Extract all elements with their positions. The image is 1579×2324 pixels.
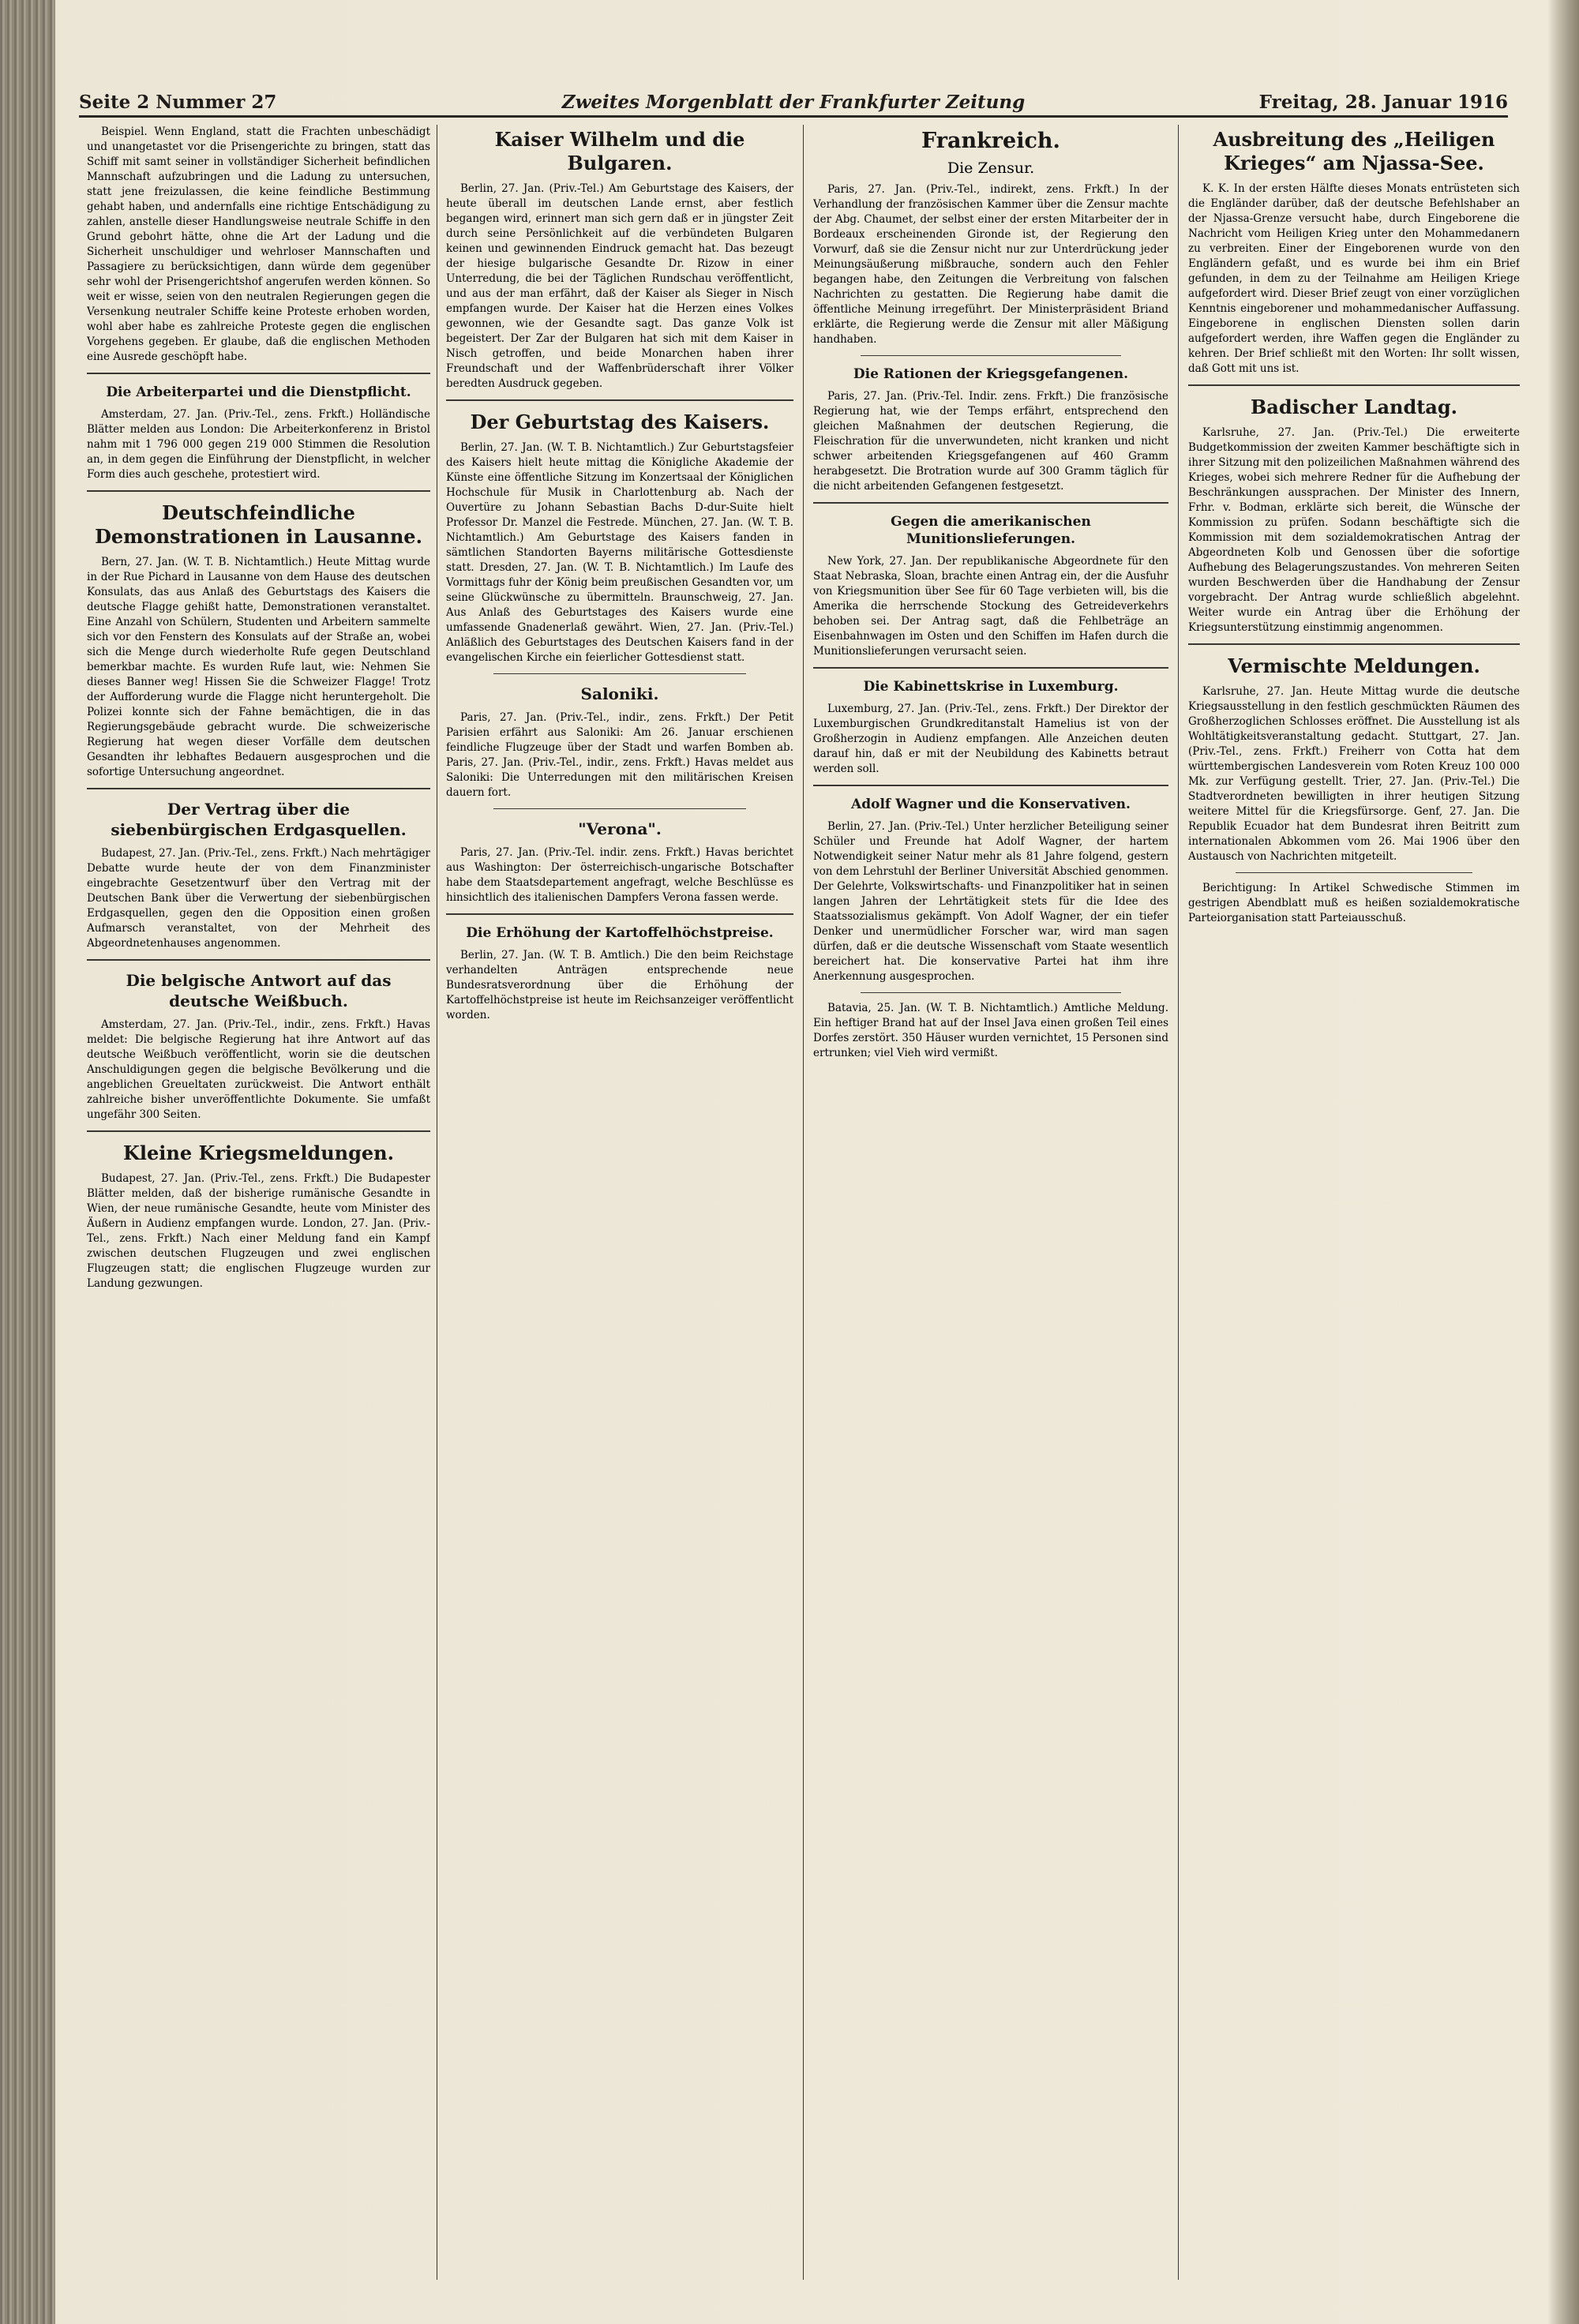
article-text: Budapest, 27. Jan. (Priv.-Tel., zens. Frkft.) Nach mehrtägiger Debatte wurde heute der von dem Finanzminister eingebrachte Gesetzentwurf über den Vertrag mit der Deutschen Bank über die Verwertung der siebenbürgischen Erdgasquellen, gegen den die Opposition einen großen Aufmarsch veranstaltet, von der Mehrheit des Abgeordnetenhauses angenommen. <box>87 847 430 950</box>
headline: Badischer Landtag. <box>1250 395 1457 418</box>
correction-note: Berichtigung: In Artikel Schwedische Stimmen im gestrigen Abendblatt muß es heißen sozialdemokratische Parteiorganisation statt Parteiausschuß. <box>1188 882 1520 924</box>
article-text: Paris, 27. Jan. (Priv.-Tel. Indir. zens. Frkft.) Die französische Regierung hat, wie der Temps erfährt, entsprechend den gleichen Maßnahmen der deutschen Regierung, die Fleischration für die unverwundeten, nicht kranken und nicht schwer arbeitenden Kriegsgefangenen auf 460 Gramm herabgesetzt. Die Brotration wurde auf 300 Gramm täglich für die nicht arbeitenden Gefangenen festgesetzt. <box>813 390 1168 493</box>
headline: Adolf Wagner und die Konservativen. <box>851 797 1131 812</box>
section-rule <box>87 373 430 374</box>
headline: Der Vertrag über die siebenbürgischen Erdgasquellen. <box>111 800 407 839</box>
article-text: Amsterdam, 27. Jan. (Priv.-Tel., zens. Frkft.) Holländische Blätter melden aus London: Die Arbeiterkonferenz in Bristol nahm mit 1 796 000 gegen 219 000 Stimmen die Resolution an, in dem gegen die Einführung der Dienstpflicht, in welcher Form dies auch geschehe, protestiert wird. <box>87 408 430 481</box>
headline: Die Arbeiterpartei und die Dienstpflicht. <box>106 384 411 400</box>
article-text: Berlin, 27. Jan. (W. T. B. Amtlich.) Die den beim Reichstage verhandelten Anträgen entsprechende neue Bundesratsverordnung über die Erhöhung der Kartoffelhöchstpreise ist heute im Reichsanzeiger veröffentlicht worden. <box>446 949 793 1021</box>
article-text: Batavia, 25. Jan. (W. T. B. Nichtamtlich.) Amtliche Meldung. Ein heftiger Brand hat auf der Insel Java einen großen Teil eines Dorfes zerstört. 350 Häuser wurden vernichtet, 15 Personen sind ertrunken; viel Vieh wird vermißt. <box>813 1002 1168 1059</box>
section-rule <box>446 399 793 401</box>
section-rule <box>87 788 430 789</box>
headline: Kaiser Wilhelm und die Bulgaren. <box>494 128 745 174</box>
section-rule <box>87 1130 430 1132</box>
headline: Die Erhöhung der Kartoffelhöchstpreise. <box>466 925 774 941</box>
headline: Gegen die amerikanischen Munitionslieferungen. <box>891 514 1091 547</box>
article-text: Karlsruhe, 27. Jan. (Priv.-Tel.) Die erweiterte Budgetkommission der zweiten Kammer beschäftigte sich in ihrer Sitzung mit den polizeilichen Maßnahmen während des Krieges, wobei sich mehrere Redner für die Aufhebung der Beschränkungen aussprachen. Der Minister des Innern, Frhr. v. Bodman, erklärte sich bereit, die Wünsche der Kommission zu prüfen. Sodann beschäftigte sich die Kommission mit dem sozialdemokratischen Antrag der Abgeordneten Kolb und Genossen über die sofortige Aufhebung des Belagerungszustandes. Von mehreren Seiten wurden Beschwerden über die Handhabung der Zensur vorgebracht. Der Antrag wurde schließlich abgelehnt. Weiter wurde ein Antrag über die Erhöhung der Kriegsunterstützung einstimmig angenommen. <box>1188 426 1520 634</box>
section-rule <box>813 502 1168 504</box>
issue-date: Freitag, 28. Januar 1916 <box>1258 92 1508 113</box>
page-shadow-edge <box>1547 0 1579 2324</box>
article-text: Paris, 27. Jan. (Priv.-Tel., indirekt, zens. Frkft.) In der Verhandlung der französischen Kammer über die Zensur machte der Abg. Chaumet, der selbst einer der ersten Mitarbeiter der in Bordeaux erscheinenden Gironde ist, der Regierung den Vorwurf, daß sie die Zensur nicht nur zur Unterdrückung jeder Meinungsäußerung mißbrauche, sondern auch den Fehler begangen habe, den Zeitungen die Verbreitung von falschen Nachrichten zu gestatten. Die Regierung habe damit die öffentliche Meinung irregeführt. Der Ministerpräsident Briand erklärte, die Regierung werde die Zensur mit aller Mäßigung handhaben. <box>813 183 1168 346</box>
article-text: K. K. In der ersten Hälfte dieses Monats entrüsteten sich die Engländer darüber, daß der deutsche Befehlshaber an der Njassa-Grenze versucht habe, durch Eingeborene die Nachricht vom Heiligen Krieg unter den Mohammedanern zu verbreiten. Einer der Eingeborenen wurde von den Engländern gefaßt, und es wurde bei ihm ein Brief gefunden, in dem zu der Teilnahme am Heiligen Kriege aufgefordert wird. Dieser Brief zeugt von einer vorzüglichen Kenntnis eingeborener und mohammedanischer Auffassung. Eingeborene in englischen Diensten sollen darin aufgefordert werden, ihre Waffen gegen die Engländer zu kehren. Der Brief schließt mit den Worten: Ihr sollt wissen, daß Gott mit uns ist. <box>1188 182 1520 375</box>
section-rule <box>87 490 430 492</box>
section-rule <box>813 667 1168 669</box>
headline: Saloniki. <box>580 684 659 703</box>
article-text: Berlin, 27. Jan. (Priv.-Tel.) Unter herzlicher Beteiligung seiner Schüler und Freunde hat Adolf Wagner, der hartem Notwendigkeit seiner Natur mehr als 81 Jahre folgend, gestern von dem Lehrstuhl der Berliner Universität Abschied genommen. Der Gelehrte, Volkswirtschafts- und Finanzpolitiker hat in seinen langen Jahren der Lehrtätigkeit stets für die Idee des Staatssozialismus gekämpft. Von Adolf Wagner, der ein tiefer Denker und unermüdlicher Forscher war, wird man sagen dürfen, daß er die deutsche Wissenschaft vom Staate wesentlich bereichert hat. Die konservative Partei hat ihm ihre Anerkennung ausgesprochen. <box>813 820 1168 983</box>
article-text: Berlin, 27. Jan. (W. T. B. Nichtamtlich.) Zur Geburtstagsfeier des Kaisers hielt heute mittag die Königliche Akademie der Künste eine öffentliche Sitzung im Konzertsaal der Königlichen Hochschule für Musik in Charlottenburg ab. Nach der Ouvertüre zu Johann Sebastian Bachs D-dur-Suite hielt Professor Dr. Manzel die Festrede. München, 27. Jan. (W. T. B. Nichtamtlich.) Am Geburtstage des Kaisers fanden in sämtlichen Standorten Bayerns militärische Gottesdienste statt. Dresden, 27. Jan. (W. T. B. Nichtamtlich.) Im Laufe des Vormittags fuhr der König beim preußischen Gesandten vor, um seine Glückwünsche zu übermitteln. Braunschweig, 27. Jan. Aus Anlaß des Geburtstages des Kaisers wurde eine umfassende Gnadenerlaß gewährt. Wien, 27. Jan. (Priv.-Tel.) Anläßlich des Geburtstages des Deutschen Kaisers fand in der evangelischen Kirche ein feierlicher Gottesdienst statt. <box>446 441 793 664</box>
headline: Der Geburtstag des Kaisers. <box>470 410 770 433</box>
column-3 <box>813 125 1168 2280</box>
headline: "Verona". <box>578 819 662 838</box>
section-rule <box>1188 643 1520 645</box>
headline: Kleine Kriegsmeldungen. <box>123 1141 394 1164</box>
article-text: Paris, 27. Jan. (Priv.-Tel., indir., zens. Frkft.) Der Petit Parisien erfährt aus Saloniki: Am 26. Januar erschienen feindliche Flugzeuge über der Stadt und warfen Bomben ab. Paris, 27. Jan. (Priv.-Tel., indir., zens. Frkft.) Havas meldet aus Saloniki: Die Unterredungen mit den militärischen Kreisen dauern fort. <box>446 711 793 799</box>
binding-edge <box>0 0 55 2324</box>
section-rule <box>446 913 793 915</box>
column-1 <box>87 125 430 2280</box>
headline: Vermischte Meldungen. <box>1228 654 1480 677</box>
headline: Ausbreitung des „Heiligen Krieges“ am Njassa-See. <box>1213 128 1495 174</box>
article-text: Karlsruhe, 27. Jan. Heute Mittag wurde die deutsche Kriegsausstellung in den festlich geschmückten Räumen des Großherzoglichen Schlosses eröffnet. Die Ausstellung ist als Wohltätigkeitsveranstaltung gedacht. Stuttgart, 27. Jan. (Priv.-Tel., zens. Frkft.) Freiherr von Cotta hat dem württembergischen Landesverein vom Roten Kreuz 100 000 Mk. zur Verfügung gestellt. Trier, 27. Jan. (Priv.-Tel.) Die Stadtverordneten bewilligten in ihrer heutigen Sitzung weitere Mittel für die Kriegsfürsorge. Genf, 27. Jan. Die Republik Ecuador hat dem Bundesrat ihren Beitritt zum internationalen Abkommen vom 26. Mai 1906 über den Austausch von Nachrichten mitgeteilt. <box>1188 685 1520 863</box>
article-text: Bern, 27. Jan. (W. T. B. Nichtamtlich.) Heute Mittag wurde in der Rue Pichard in Lausanne von dem Hause des deutschen Konsulats, das aus Anlaß des Geburtstags des Kaisers die deutsche Flagge gehißt hatte, Demonstrationen veranstaltet. Eine Anzahl von Schülern, Studenten und Arbeitern sammelte sich vor den Fenstern des Konsulats auf der Straße an, wobei sich die Menge durch wiederholte Rufe gegen Deutschland bemerkbar machte. Es wurden Rufe laut, wie: Nehmen Sie dieses Banner weg! Hissen Sie die Schweizer Flagge! Trotz der Aufforderung wurde die Flagge nicht heruntergeholt. Die Polizei konnte sich der Fahne bemächtigen, die in das Regierungsgebäude gebracht wurde. Die schweizerische Regierung hat wegen dieser Vorfälle dem deutschen Gesandten ihr lebhaftes Bedauern ausgesprochen und die sofortige Untersuchung angeordnet. <box>87 556 430 778</box>
section-rule <box>861 992 1121 993</box>
section-rule <box>1188 384 1520 386</box>
section-rule <box>1236 872 1472 873</box>
headline: Frankreich. <box>921 129 1060 153</box>
article-text: Budapest, 27. Jan. (Priv.-Tel., zens. Frkft.) Die Budapester Blätter melden, daß der bisherige rumänische Gesandte in Wien, der neue rumänische Gesandte, heute vom Minister des Äußern in Audienz empfangen wurde. London, 27. Jan. (Priv.-Tel., zens. Frkft.) Nach einer Meldung fand ein Kampf zwischen deutschen Flugzeugen und zwei englischen Flugzeugen statt; die englischen Flugzeuge wurden zur Landung gezwungen. <box>87 1172 430 1290</box>
column-2 <box>446 125 793 2280</box>
section-rule <box>813 785 1168 786</box>
article-text: Berlin, 27. Jan. (Priv.-Tel.) Am Geburtstage des Kaisers, der heute überall im deutschen Lande ernst, aber festlich begangen wird, erinnert man sich gern daß er in jüngster Zeit durch seine Persönlichkeit auf die verbündeten Bulgaren keinen und gewinnenden Eindruck gemacht hat. Das bezeugt der hiesige bulgarische Gesandte Dr. Rizow in einer Unterredung, die bei der Täglichen Rundschau veröffentlicht, und aus der man erfährt, daß der Kaiser als Sieger in Nisch empfangen wurde. Der Kaiser hat die Herzen eines Volkes gewonnen, wie der Gesandte sagt. Das ganze Volk ist begeistert. Der Zar der Bulgaren hat sich mit dem Kaiser in Nisch getroffen, und beide Monarchen haben ihrer Freundschaft und der Waffenbrüderschaft ihrer Völker beredten Ausdruck gegeben. <box>446 182 793 390</box>
article-text: New York, 27. Jan. Der republikanische Abgeordnete für den Staat Nebraska, Sloan, brachte einen Antrag ein, der die Ausfuhr von Kriegsmunition über See für 60 Tage verbieten will, bis die Amerika die herrschende Stockung des Getreideverkehrs behoben sei. Der Antrag sagt, daß die Fehlbeträge an Eisenbahnwagen im Osten und den Schiffen im Hafen durch die Munitionslieferungen verursacht seien. <box>813 555 1168 658</box>
headline: Die belgische Antwort auf das deutsche Weißbuch. <box>126 971 392 1010</box>
page-number: Seite 2 Nummer 27 <box>79 92 277 113</box>
newspaper-title: Zweites Morgenblatt der Frankfurter Zeitung <box>561 92 1026 113</box>
column-divider <box>803 125 804 2280</box>
subheadline: Die Zensur. <box>947 159 1035 177</box>
section-rule <box>493 673 746 674</box>
section-rule <box>861 355 1121 356</box>
article-text: Luxemburg, 27. Jan. (Priv.-Tel., zens. Frkft.) Der Direktor der Luxemburgischen Grundkreditanstalt Hamelius ist von der Großherzogin in Audienz empfangen. Alle Anzeichen deuten darauf hin, daß er mit der Neubildung des Kabinetts betraut werden soll. <box>813 703 1168 775</box>
column-4 <box>1188 125 1520 2280</box>
article-text: Beispiel. Wenn England, statt die Frachten unbeschädigt und unangetastet vor die Prisengerichte zu bringen, statt das Schiff mit samt seiner in vollständiger Sicherheit befindlichen Mannschaft aufzubringen und die Ladung zu untersuchen, statt jene freizulassen, die keine feindliche Bestimmung gehabt haben, und andernfalls eine richtige Entschädigung zu zahlen, anstelle dieser Handlungsweise neutrale Schiffe in den Grund gebohrt hätte, ohne die Art der Ladung und die Sicherheit unschuldiger und wehrloser Mannschaften und Passagiere zu berücksichtigen, dann würde dem gegenüber sehr wohl der Prisengerichtshof angerufen werden können. So weit er wisse, seien von den neutralen Regierungen gegen die Versenkung neutraler Schiffe keine Proteste erhoben worden, wohl aber habe es zahlreiche Proteste gegen die englischen Vorgehens gegeben. Er glaube, daß die englischen Methoden eine Ausrede geschöpft habe. <box>87 126 430 363</box>
page-header <box>79 87 1508 117</box>
section-rule <box>493 808 746 809</box>
article-text: Paris, 27. Jan. (Priv.-Tel. indir. zens. Frkft.) Havas berichtet aus Washington: Der österreichisch-ungarische Botschafter habe dem Staatsdepartement angefragt, welche Beschlüsse es hinsichtlich des italienischen Dampfers Verona fassen werde. <box>446 846 793 904</box>
headline: Die Rationen der Kriegsgefangenen. <box>853 366 1129 382</box>
headline: Deutschfeindliche Demonstrationen in Lausanne. <box>95 501 422 548</box>
headline: Die Kabinettskrise in Luxemburg. <box>863 679 1119 695</box>
column-divider <box>1178 125 1179 2280</box>
section-rule <box>87 959 430 961</box>
header-rule <box>79 115 1508 118</box>
article-text: Amsterdam, 27. Jan. (Priv.-Tel., indir., zens. Frkft.) Havas meldet: Die belgische Regierung hat ihre Antwort auf das deutsche Weißbuch veröffentlicht, worin sie die deutschen Anschuldigungen gegen die belgische Bevölkerung und die angeblichen Greueltaten zurückweist. Die Antwort enthält zahlreiche bisher unveröffentlichte Dokumente. Sie umfaßt ungefähr 300 Seiten. <box>87 1018 430 1121</box>
